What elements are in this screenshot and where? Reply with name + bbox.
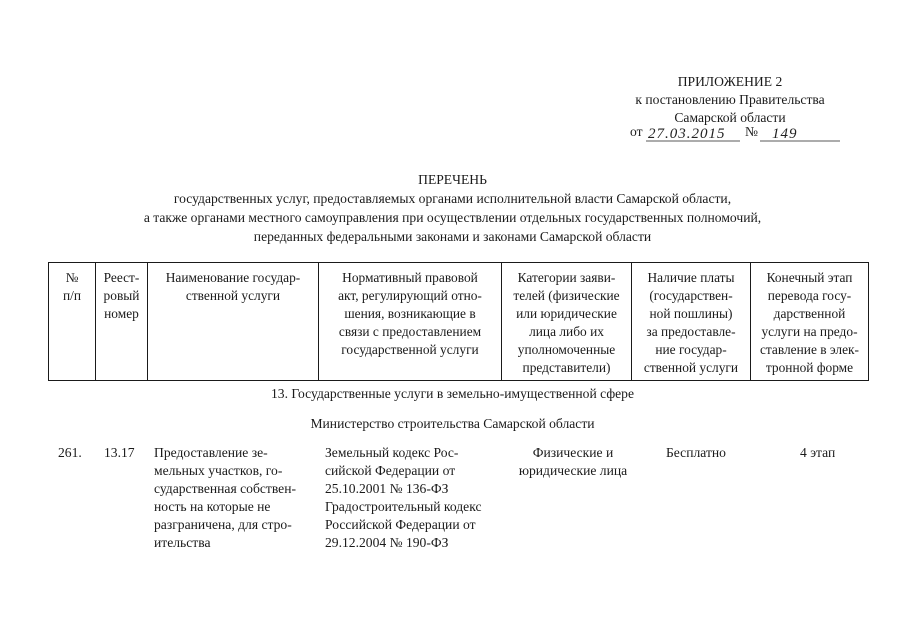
- header-col-registry: Реест- ровый номер: [96, 263, 148, 381]
- services-table-header: [48, 262, 869, 381]
- date-prefix: от: [630, 124, 643, 139]
- row-applicants: Физические и юридические лица: [518, 445, 628, 478]
- appendix-line3: Самарской области: [674, 110, 786, 125]
- heading-line2: а также органами местного самоуправления при осуществлении отдельных государственных полномочий,: [143, 210, 762, 225]
- header-col-fee: Наличие платы (государствен- ной пошлины) за предоставле- ние государ- ственной услуги: [632, 263, 751, 381]
- heading-line1: государственных услуг, предоставляемых органами исполнительной власти Самарской области,: [173, 191, 732, 206]
- handwritten-date-number: [620, 124, 850, 144]
- header-col-number: № п/п: [49, 263, 96, 381]
- date-number-line: [620, 124, 850, 144]
- row-number: 261.: [58, 445, 82, 460]
- ministry-title: Министерство строительства Самарской области: [310, 416, 595, 431]
- number-prefix: №: [745, 124, 758, 139]
- header-col-legal-act: Нормативный правовой акт, регулирующий отно- шения, возникающие в связи с предоставлением государственной услуги: [319, 263, 502, 381]
- document-heading: [0, 170, 905, 246]
- header-col-final-stage: Конечный этап перевода госу- дарственной услуги на предо- ставление в элек- тронной форме: [751, 263, 869, 381]
- row-final-stage: 4 этап: [800, 445, 836, 460]
- section-title: 13. Государственные услуги в земельно-имущественной сфере: [270, 386, 635, 401]
- appendix-line2: к постановлению Правительства: [635, 92, 825, 107]
- header-col-applicants: Категории заяви- телей (физические или юридические лица либо их уполномоченные представители): [502, 263, 632, 381]
- handwritten-number: 149: [772, 126, 798, 142]
- appendix-title: ПРИЛОЖЕНИЕ 2: [677, 74, 783, 89]
- heading-title: ПЕРЕЧЕНЬ: [418, 172, 487, 187]
- row-service-name: Предоставление зе- мельных участков, го- сударственная собствен- ность на которые не разграничена, для стро- ительства: [154, 445, 297, 550]
- heading-line3: переданных федеральными законами и законами Самарской области: [253, 229, 652, 244]
- row-fee: Бесплатно: [666, 445, 726, 460]
- row-registry-number: 13.17: [104, 445, 135, 460]
- header-col-service-name: Наименование государ- ственной услуги: [148, 263, 319, 381]
- row-legal-act: Земельный кодекс Рос- сийской Федерации от 25.10.2001 № 136-ФЗ Градостроительный кодекс Российской Федерации от 29.12.2004 № 190-ФЗ: [325, 445, 482, 550]
- appendix-block: [560, 73, 900, 127]
- handwritten-date: 27.03.2015: [648, 126, 726, 142]
